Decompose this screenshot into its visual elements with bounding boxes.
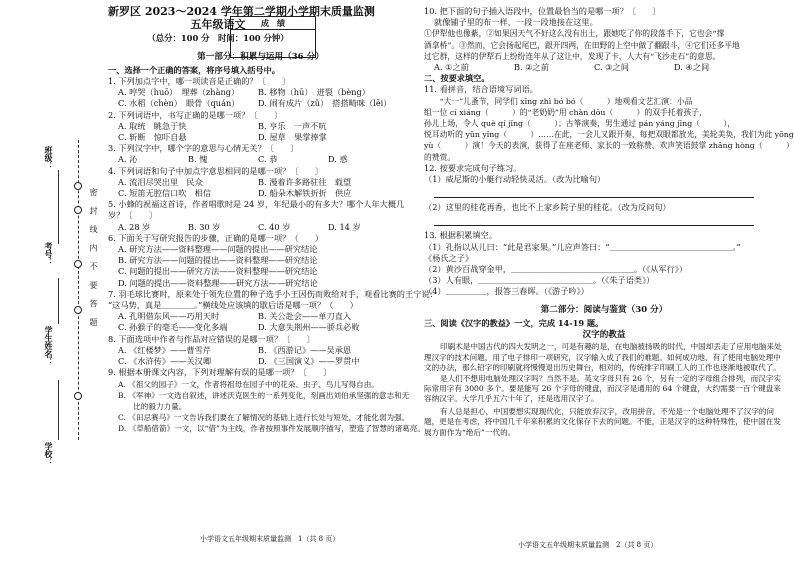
question-9: 9. 根据本册课文内容，下列对理解有误的是哪一项？〔 〕 bbox=[108, 367, 332, 378]
exam-subject: 五年级语文 bbox=[190, 18, 246, 32]
option: C. 水稻（chèn） 眼骨（quán） bbox=[118, 98, 240, 109]
binding-hole bbox=[74, 206, 82, 214]
option: C. 问题的提出——研究方法——资料整理——研究结论 bbox=[118, 266, 318, 277]
question-4: 4. 下列词语和句子中加点字意思相同的是哪一项？〔 〕 bbox=[108, 165, 324, 176]
option: A. 28 岁 bbox=[118, 221, 151, 232]
question-13-item: 《杨氏之子》 bbox=[424, 252, 474, 263]
option: D. 屋草 果掌捧掌 bbox=[258, 132, 327, 143]
section-one-heading: 一、选择一个正确的答案，将序号填入括号中。 bbox=[108, 64, 280, 75]
left-column bbox=[108, 5, 438, 435]
page-footer-2: 小学语文五年级期末质量监测 2（共 8 页） bbox=[518, 541, 658, 549]
score-label: 成 绩 bbox=[231, 17, 315, 30]
student-name-label: 学生姓名： bbox=[44, 326, 54, 366]
exam-meta: （总分：100 分 时间：100 分钟） bbox=[147, 33, 289, 44]
seal-notice: 密 封 线 内 不 要 答 题 bbox=[89, 188, 98, 330]
right-column bbox=[424, 6, 794, 438]
option: D. 惑 bbox=[328, 154, 348, 165]
question-10-text: 过它群，这样的伊犁石上纷纷连年从了这让中，发现了卡，人大有“飞沙走石”的意思。 bbox=[424, 51, 721, 61]
article-paragraph: 印刷术是中国古代的四大发明之一，可是有趣的是，在电脑被扬吸的时代，中国却丢走了应用电脑来处理汉字的技术问题，用了电子排印一项研究，汉字输入成了我们的难题。如何成功地，有了使用电脑处理中文的办法，那么铅字的印刷就将慢慢退出历史舞台，相对的，传统排字印刷工人的工作也逐渐地被取代了。 bbox=[424, 342, 782, 373]
question-12-item: （1）威尼斯的小艇行动轻快灵活。（改为比喻句） bbox=[424, 174, 606, 185]
question-13-item: （2）黄沙百战穿金甲，＿＿＿＿＿＿＿＿＿＿＿＿＿＿＿。（《从军行》） bbox=[424, 264, 688, 275]
options-row bbox=[108, 222, 413, 233]
question-13-item: （3）人有眼，＿＿＿＿＿＿＿＿＿＿＿＿＿＿。（《朱子语类》） bbox=[424, 275, 655, 286]
option: D. 闹有成片（zǔ） 搭搭畸咪（lēi） bbox=[258, 98, 392, 109]
question-13-item: （1）孔指以从儿曰：“此是君家果。”儿应声答曰：“＿＿＿＿＿＿＿＿＿＿＿＿＿＿＿。” bbox=[424, 241, 741, 252]
option: C. 孙猴子的毫毛——变化多端 bbox=[118, 322, 228, 333]
option: B. 移物（hū） 迸裂（bèng） bbox=[258, 87, 370, 98]
options-row bbox=[108, 132, 413, 143]
option: 比的毅力力量。 bbox=[118, 401, 187, 411]
answer-line[interactable] bbox=[434, 185, 754, 198]
question-11-text: 的赞赏。 bbox=[424, 152, 456, 162]
question-11-text: yù（ ）演！今天的表演，获得了在座老师、家长的一致称赞、欢声笑语鼓掌 zhāng hòng（ ） bbox=[424, 141, 794, 151]
options-row bbox=[108, 121, 413, 132]
binding-hole bbox=[74, 306, 82, 314]
option: C. 短笛无腔信口吹 相信 bbox=[118, 188, 212, 199]
options-row bbox=[424, 62, 784, 73]
option: B. 亨乐 一声不吭 bbox=[258, 120, 327, 131]
options-row bbox=[108, 154, 413, 165]
option: B. 研究方法——问题的提出——资料整理——研究结论 bbox=[118, 255, 318, 266]
options-row bbox=[108, 311, 413, 322]
option: D. 大意失荆州——骄兵必败 bbox=[258, 322, 360, 333]
options-row bbox=[108, 188, 413, 199]
question-3: 3. 下列汉字中，哪个字的意思与心情无关？〔 〕 bbox=[108, 143, 299, 154]
school-label: 学校： bbox=[44, 442, 54, 466]
question-10-text: ①伊犁他也像紫，②如果因天气不好这么没有出土，跟她吃了你的段落手下，它也会“撑 bbox=[424, 29, 725, 39]
option: D. 《三国演义》——罗贯中 bbox=[258, 356, 360, 367]
question-5: 5. 小蜂的祝福这首诗，作者唱歌时是 24 岁，年纪最小的有多大？哪个人年大概几岁？〔 〕 bbox=[108, 199, 405, 221]
options-row bbox=[108, 177, 413, 188]
option: A. 取统 眺急于快 bbox=[118, 120, 187, 131]
question-1: 1. 下列加点字中，哪一项读音是正确的？〔 〕 bbox=[108, 76, 291, 87]
binding-hole bbox=[74, 182, 82, 190]
exam-title: 新罗区 2023～2024 学年第二学期小学期末质量监测 bbox=[108, 5, 375, 18]
question-13: 13. 根据积累填空。 bbox=[424, 230, 497, 241]
exam-number-field[interactable] bbox=[58, 204, 59, 244]
binding-hole bbox=[74, 392, 82, 400]
option: C. 《水浒传》——关汉卿 bbox=[118, 356, 212, 367]
options-row bbox=[108, 87, 413, 98]
question-6: 6. 下面关于写研究报告的步骤，正确的是哪一项？（ ） bbox=[108, 232, 324, 243]
option: B. 漫着许多路驻往 载望 bbox=[258, 176, 352, 187]
page-footer-1: 小学语文五年级期末质量监测 1（共 8 页） bbox=[200, 535, 340, 543]
option: C. ③之间 bbox=[594, 62, 629, 73]
part-two-heading: 第二部分：阅读与鉴赏（30 分） bbox=[540, 304, 668, 315]
section-two-heading: 二、按要求填空。 bbox=[424, 73, 490, 84]
question-8: 8. 下面选项中作者与作品对应错误的是哪一项？〔 〕 bbox=[108, 333, 315, 344]
option: B. 30 岁 bbox=[188, 221, 221, 232]
question-7: 7. 羽毛球比赛时，原来处于领先位置的种子选手小王因伤而败给对手，观看比赛的王宁说： bbox=[108, 288, 438, 299]
option: A. 哼哭（huō） 埋葬（zhàng） bbox=[118, 87, 240, 98]
question-10: 10. 把下面的句子插入语段中，位置最恰当的是哪一项？〔 〕 bbox=[424, 6, 661, 16]
answer-line[interactable] bbox=[434, 213, 754, 226]
binding-strip bbox=[0, 0, 100, 561]
option: A. 《祖父的园子》一文，作者将祖母在园子中的花朵、虫子、鸟儿写得自由。 bbox=[118, 379, 379, 389]
option: D. 《草船借箭》一文，以“借”为主线，作者按照事件发展顺序描写，塑造了智慧的诸葛亮。 bbox=[118, 424, 425, 434]
option: A. 孔明借东风——巧用天时 bbox=[118, 311, 220, 322]
question-12: 12. 按要求完成句子练习。 bbox=[424, 162, 522, 173]
options-row bbox=[108, 345, 413, 356]
option: B. 愧 bbox=[188, 154, 208, 165]
option: B. 《军神》一文选自叙述，讲述沃克医生的一系列变化，刻画出刘伯承坚强的意志和无 bbox=[118, 390, 410, 400]
option: C. 斩断 惊吓自悬 bbox=[118, 132, 187, 143]
section-three-heading: 三、阅读《汉字的教益》一文，完成 14-19 题。 bbox=[424, 317, 604, 328]
option: C. 《田忌赛马》一文告诉我们要在了解情况的基础上进行长处与短处，才能化弱为强。 bbox=[118, 413, 410, 423]
option: D. 船朵木解铁折折 供应 bbox=[258, 188, 352, 199]
option: A. 沁 bbox=[118, 154, 138, 165]
options-row bbox=[108, 98, 413, 109]
part-one-heading: 第一部分：积累与运用（36 分） bbox=[197, 51, 324, 62]
question-7-cont: “这马势，真是＿＿＿＿。”横线处应该填的歇后语是哪一项？（ ） bbox=[108, 300, 358, 311]
option: A. 《红楼梦》——曹雪芹 bbox=[118, 344, 211, 355]
question-11-text: 组一位 cí xiáng（ ）的“老奶奶”用 chàn dǒu（ ）的双手托着孩子， bbox=[424, 107, 707, 117]
binding-hole bbox=[74, 260, 82, 268]
question-13-item: （4）＿＿＿＿＿，报答三春晖。（《游子吟》） bbox=[424, 286, 589, 297]
school-field[interactable] bbox=[58, 380, 59, 440]
option: D. ④之间 bbox=[674, 62, 710, 73]
option: A. 研究方法——资料整理——问题的提出——研究结论 bbox=[118, 244, 318, 255]
article-paragraph: 是人们不想用电脑处理汉字吗？当然不是。英文字母只有 26 个，另有一定的字母组合排列，而汉字实际常用字有 3000 多个。要是能写 26 个字母的键盘，而汉字是通用的 64 个键盘，大约需要一百个键盘来容纳汉字。大学几乎五六十年了，还是选用汉字了。 bbox=[424, 373, 782, 404]
article-title: 汉字的教益 bbox=[582, 330, 626, 341]
question-2: 2. 下列词语中，书写正确的是哪一项？〔 〕 bbox=[108, 109, 283, 120]
question-11-text: “大一”儿蚤节，同学们 xīng zhì bó bó（ ）地观看文艺汇演：小品 bbox=[424, 96, 693, 106]
option: D. 14 岁 bbox=[328, 221, 361, 232]
option: C. 40 岁 bbox=[258, 221, 291, 232]
article-paragraph: 有人总是担心，中国要想实现现代化，只能放弃汉字，改用拼音。不光是一个电脑处理不了汉字的问题，更是在考虑，将中国几千年来积累的文化保存下去的问题。不能，正是汉字的这种特殊性，使中国在发展方面作为“绝后”一代的。 bbox=[424, 406, 781, 437]
student-name-field[interactable] bbox=[58, 278, 59, 324]
question-10-quote: 就像铺子里的布一样，一段一段地接在这里。 bbox=[434, 17, 598, 28]
option: B. 《西游记》——吴承恩 bbox=[258, 344, 352, 355]
option: C. 恭 bbox=[258, 154, 278, 165]
question-11-text: 孙儿上场，令人 què qí jǐng（ ）；古筝演奏，男生通过 pán yáng jīng（ ）， bbox=[424, 119, 736, 129]
option: A. ①之前 bbox=[434, 62, 469, 73]
options-row bbox=[108, 356, 413, 367]
option: B. ②之前 bbox=[514, 62, 549, 73]
option: B. 关公赴会——单刀直入 bbox=[258, 311, 352, 322]
class-label: 班级： bbox=[44, 146, 54, 170]
question-11: 11. 看拼音，结合语境写词语。 bbox=[424, 84, 538, 95]
question-10-text: 酒拿桥”。③然而，它会扬起尾巴，跟开四两，在田野的上空中做了翻跟斗，④它们还多平地 bbox=[424, 40, 740, 50]
option: D. 问题的提出——资料整理——研究方法——研究结论 bbox=[118, 277, 318, 288]
question-12-item: （2）这里的桂花再香，也比不上家乡院子里的桂花。（改为反问句） bbox=[424, 202, 671, 213]
options-row bbox=[108, 322, 413, 333]
exam-number-label: 考号： bbox=[44, 242, 54, 266]
option: A. 流泪尽哭出里 民众 bbox=[118, 176, 203, 187]
question-11-text: 悦耳动听的 yǔn yǐng（ ）……在此，一会儿又跟开奏，每把双眼都放光，美轮美奂，我们为此 yōng bbox=[424, 130, 794, 140]
